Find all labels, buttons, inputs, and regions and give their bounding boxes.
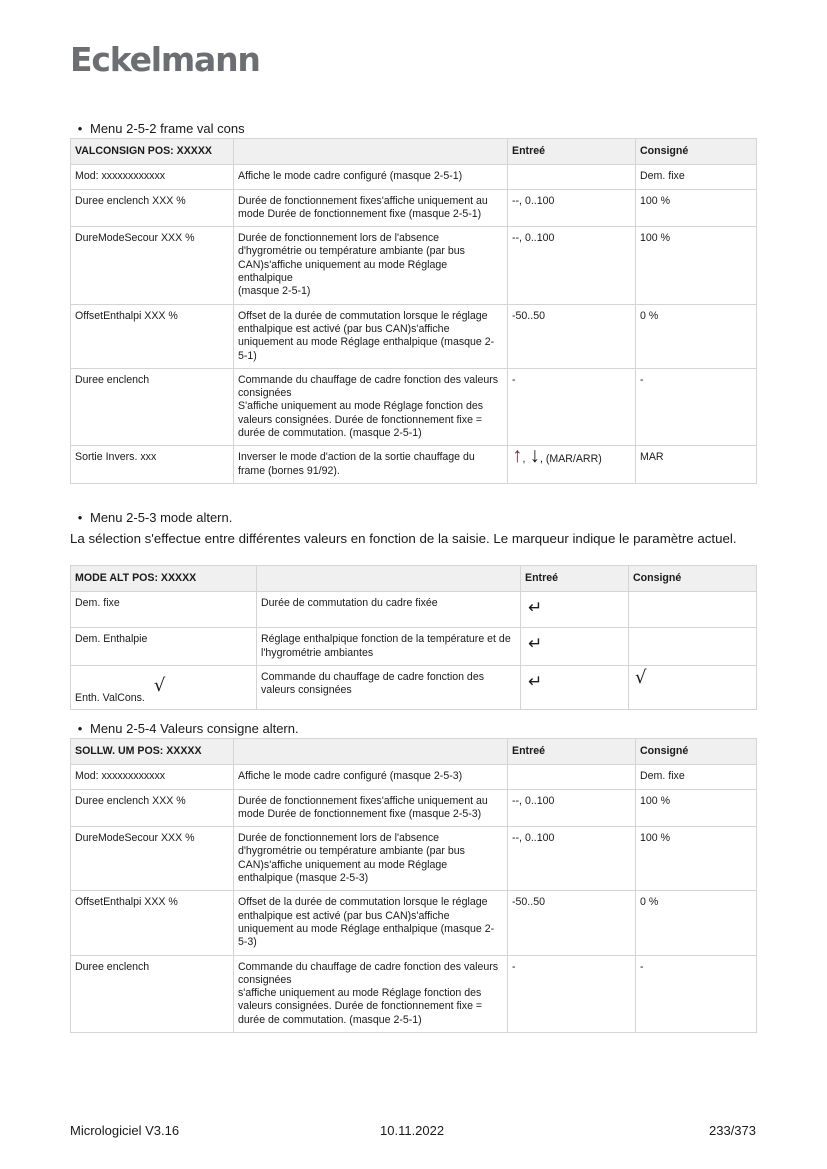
param-cell: Sortie Invers. xxx bbox=[71, 446, 234, 484]
section-title-menu-2-5-2 bbox=[70, 121, 245, 136]
marker-check-icon: √ bbox=[635, 666, 647, 688]
enter-key-icon: ↵ bbox=[528, 634, 543, 654]
entry-cell: --, 0..100 bbox=[508, 789, 636, 827]
description-cell: Durée de fonctionnement fixes'affiche uniquement au mode Durée de fonctionnement fixe (masque 2-5-3) bbox=[234, 789, 508, 827]
entry-cell: - bbox=[508, 955, 636, 1032]
description-cell: Affiche le mode cadre configuré (masque 2-5-3) bbox=[234, 765, 508, 789]
bullet: • bbox=[77, 721, 83, 736]
bullet: • bbox=[77, 510, 83, 525]
table-header-row bbox=[71, 139, 757, 165]
footer-firmware-version: Micrologiciel V3.16 bbox=[70, 1123, 180, 1138]
header-cell bbox=[234, 739, 508, 765]
table-sollw-um bbox=[70, 738, 757, 1033]
entry-cell bbox=[521, 592, 629, 628]
header-cell: Entreé bbox=[508, 139, 636, 165]
setpoint-cell: 100 % bbox=[636, 827, 757, 891]
setpoint-cell: 100 % bbox=[636, 189, 757, 227]
table-row bbox=[71, 446, 757, 484]
param-cell: Duree enclench bbox=[71, 955, 234, 1032]
marker-check-icon: √ bbox=[153, 674, 166, 696]
bullet: • bbox=[77, 121, 83, 136]
param-cell: OffsetEnthalpi XXX % bbox=[71, 891, 234, 955]
header-cell: Entreé bbox=[521, 566, 629, 592]
header-cell: Consigné bbox=[636, 139, 757, 165]
enter-key-icon: ↵ bbox=[528, 671, 543, 691]
table-row bbox=[71, 891, 757, 955]
description-cell: Réglage enthalpique fonction de la température et de l'hygrométrie ambiantes bbox=[257, 628, 521, 666]
setpoint-cell: - bbox=[636, 955, 757, 1032]
table-row bbox=[71, 765, 757, 789]
section-title-menu-2-5-4 bbox=[70, 721, 299, 736]
setpoint-cell bbox=[629, 665, 757, 709]
description-cell: Durée de fonctionnement lors de l'absence d'hygrométrie ou température ambiante (par bus CAN)s'affiche uniquement au mode Réglage enthalpique (masque 2-5-3) bbox=[234, 827, 508, 891]
entry-cell: -50..50 bbox=[508, 891, 636, 955]
section-title-text: Menu 2-5-3 mode altern. bbox=[90, 510, 233, 525]
enter-key-icon: ↵ bbox=[528, 598, 543, 618]
description-cell: Commande du chauffage de cadre fonction des valeurs consignées S'affiche uniquement au mode Réglage fonction des valeurs consignées. Durée de fonctionnement fixe = durée de commutation. (masque 2-5-1) bbox=[234, 368, 508, 445]
header-cell: VALCONSIGN POS: XXXXX bbox=[71, 139, 234, 165]
setpoint-cell: 0 % bbox=[636, 891, 757, 955]
section-title-menu-2-5-3 bbox=[70, 510, 232, 525]
description-cell: Affiche le mode cadre configuré (masque 2-5-1) bbox=[234, 165, 508, 189]
entry-cell bbox=[508, 765, 636, 789]
table-row bbox=[71, 827, 757, 891]
setpoint-cell: Dem. fixe bbox=[636, 765, 757, 789]
description-cell: Commande du chauffage de cadre fonction des valeurs consignées s'affiche uniquement au mode Réglage fonction des valeurs consignées. Durée de fonctionnement fixe = durée de commutation. (masque 2-5-1) bbox=[234, 955, 508, 1032]
setpoint-cell bbox=[629, 592, 757, 628]
footer-page-number: 233/373 bbox=[709, 1123, 756, 1138]
arrow-suffix: , (MAR/ARR) bbox=[539, 453, 602, 466]
header-cell bbox=[257, 566, 521, 592]
table-valconsign bbox=[70, 138, 757, 484]
header-cell: MODE ALT POS: XXXXX bbox=[71, 566, 257, 592]
param-label: Enth. ValCons. bbox=[75, 691, 145, 704]
entry-cell bbox=[521, 628, 629, 666]
description-cell: Durée de fonctionnement lors de l'absence d'hygrométrie ou température ambiante (par bus CAN)s'affiche uniquement au mode Réglage enthalpique (masque 2-5-1) bbox=[234, 227, 508, 304]
header-cell: Consigné bbox=[636, 739, 757, 765]
setpoint-cell bbox=[629, 628, 757, 666]
header-cell: SOLLW. UM POS: XXXXX bbox=[71, 739, 234, 765]
table-row bbox=[71, 665, 757, 709]
table-row bbox=[71, 227, 757, 304]
description-cell: Offset de la durée de commutation lorsque le réglage enthalpique est activé (par bus CAN)s'affiche uniquement au mode Réglage enthalpique (masque 2-5-3) bbox=[234, 891, 508, 955]
setpoint-cell: MAR bbox=[636, 446, 757, 484]
table-row bbox=[71, 368, 757, 445]
param-cell: DureModeSecour XXX % bbox=[71, 227, 234, 304]
footer-date: 10.11.2022 bbox=[380, 1123, 445, 1138]
setpoint-cell: 100 % bbox=[636, 789, 757, 827]
table-row bbox=[71, 955, 757, 1032]
param-cell: DureModeSecour XXX % bbox=[71, 827, 234, 891]
table-header-row bbox=[71, 566, 757, 592]
setpoint-cell: - bbox=[636, 368, 757, 445]
entry-cell: --, 0..100 bbox=[508, 227, 636, 304]
entry-cell bbox=[521, 665, 629, 709]
param-cell: Mod: xxxxxxxxxxxx bbox=[71, 765, 234, 789]
description-cell: Commande du chauffage de cadre fonction des valeurs consignées bbox=[257, 665, 521, 709]
header-cell: Consigné bbox=[629, 566, 757, 592]
header-cell bbox=[234, 139, 508, 165]
entry-cell: --, 0..100 bbox=[508, 189, 636, 227]
description-cell: Durée de fonctionnement fixes'affiche uniquement au mode Durée de fonctionnement fixe (masque 2-5-1) bbox=[234, 189, 508, 227]
param-cell: Dem. fixe bbox=[71, 592, 257, 628]
table-row bbox=[71, 165, 757, 189]
table-row bbox=[71, 304, 757, 368]
description-cell: Offset de la durée de commutation lorsque le réglage enthalpique est activé (par bus CAN)s'affiche uniquement au mode Réglage enthalpique (masque 2-5-1) bbox=[234, 304, 508, 368]
description-cell: Durée de commutation du cadre fixée bbox=[257, 592, 521, 628]
setpoint-cell: 0 % bbox=[636, 304, 757, 368]
arrow-down-icon: ↓ bbox=[529, 444, 540, 468]
arrow-separator: , bbox=[522, 453, 526, 466]
table-header-row bbox=[71, 739, 757, 765]
entry-cell: --, 0..100 bbox=[508, 827, 636, 891]
param-cell: Duree enclench bbox=[71, 368, 234, 445]
entry-cell bbox=[508, 165, 636, 189]
setpoint-cell: 100 % bbox=[636, 227, 757, 304]
param-cell: Dem. Enthalpie bbox=[71, 628, 257, 666]
description-cell: Inverser le mode d'action de la sortie chauffage du frame (bornes 91/92). bbox=[234, 446, 508, 484]
entry-cell bbox=[508, 446, 636, 484]
table-row bbox=[71, 789, 757, 827]
header-cell: Entreé bbox=[508, 739, 636, 765]
table-row bbox=[71, 189, 757, 227]
param-cell: OffsetEnthalpi XXX % bbox=[71, 304, 234, 368]
setpoint-cell: Dem. fixe bbox=[636, 165, 757, 189]
eckelmann-logo: Eckelmann bbox=[70, 40, 260, 79]
table-row bbox=[71, 628, 757, 666]
table-mode-alt bbox=[70, 565, 757, 710]
entry-cell: -50..50 bbox=[508, 304, 636, 368]
arrow-up-icon: ↑ bbox=[512, 444, 523, 468]
param-cell: Mod: xxxxxxxxxxxx bbox=[71, 165, 234, 189]
param-cell: Duree enclench XXX % bbox=[71, 789, 234, 827]
section-title-text: Menu 2-5-2 frame val cons bbox=[90, 121, 245, 136]
entry-cell: - bbox=[508, 368, 636, 445]
table-row bbox=[71, 592, 757, 628]
param-cell bbox=[71, 665, 257, 709]
selection-paragraph: La sélection s'effectue entre différentes valeurs en fonction de la saisie. Le marqueur indique le paramètre actuel. bbox=[70, 531, 737, 546]
param-cell: Duree enclench XXX % bbox=[71, 189, 234, 227]
section-title-text: Menu 2-5-4 Valeurs consigne altern. bbox=[90, 721, 299, 736]
